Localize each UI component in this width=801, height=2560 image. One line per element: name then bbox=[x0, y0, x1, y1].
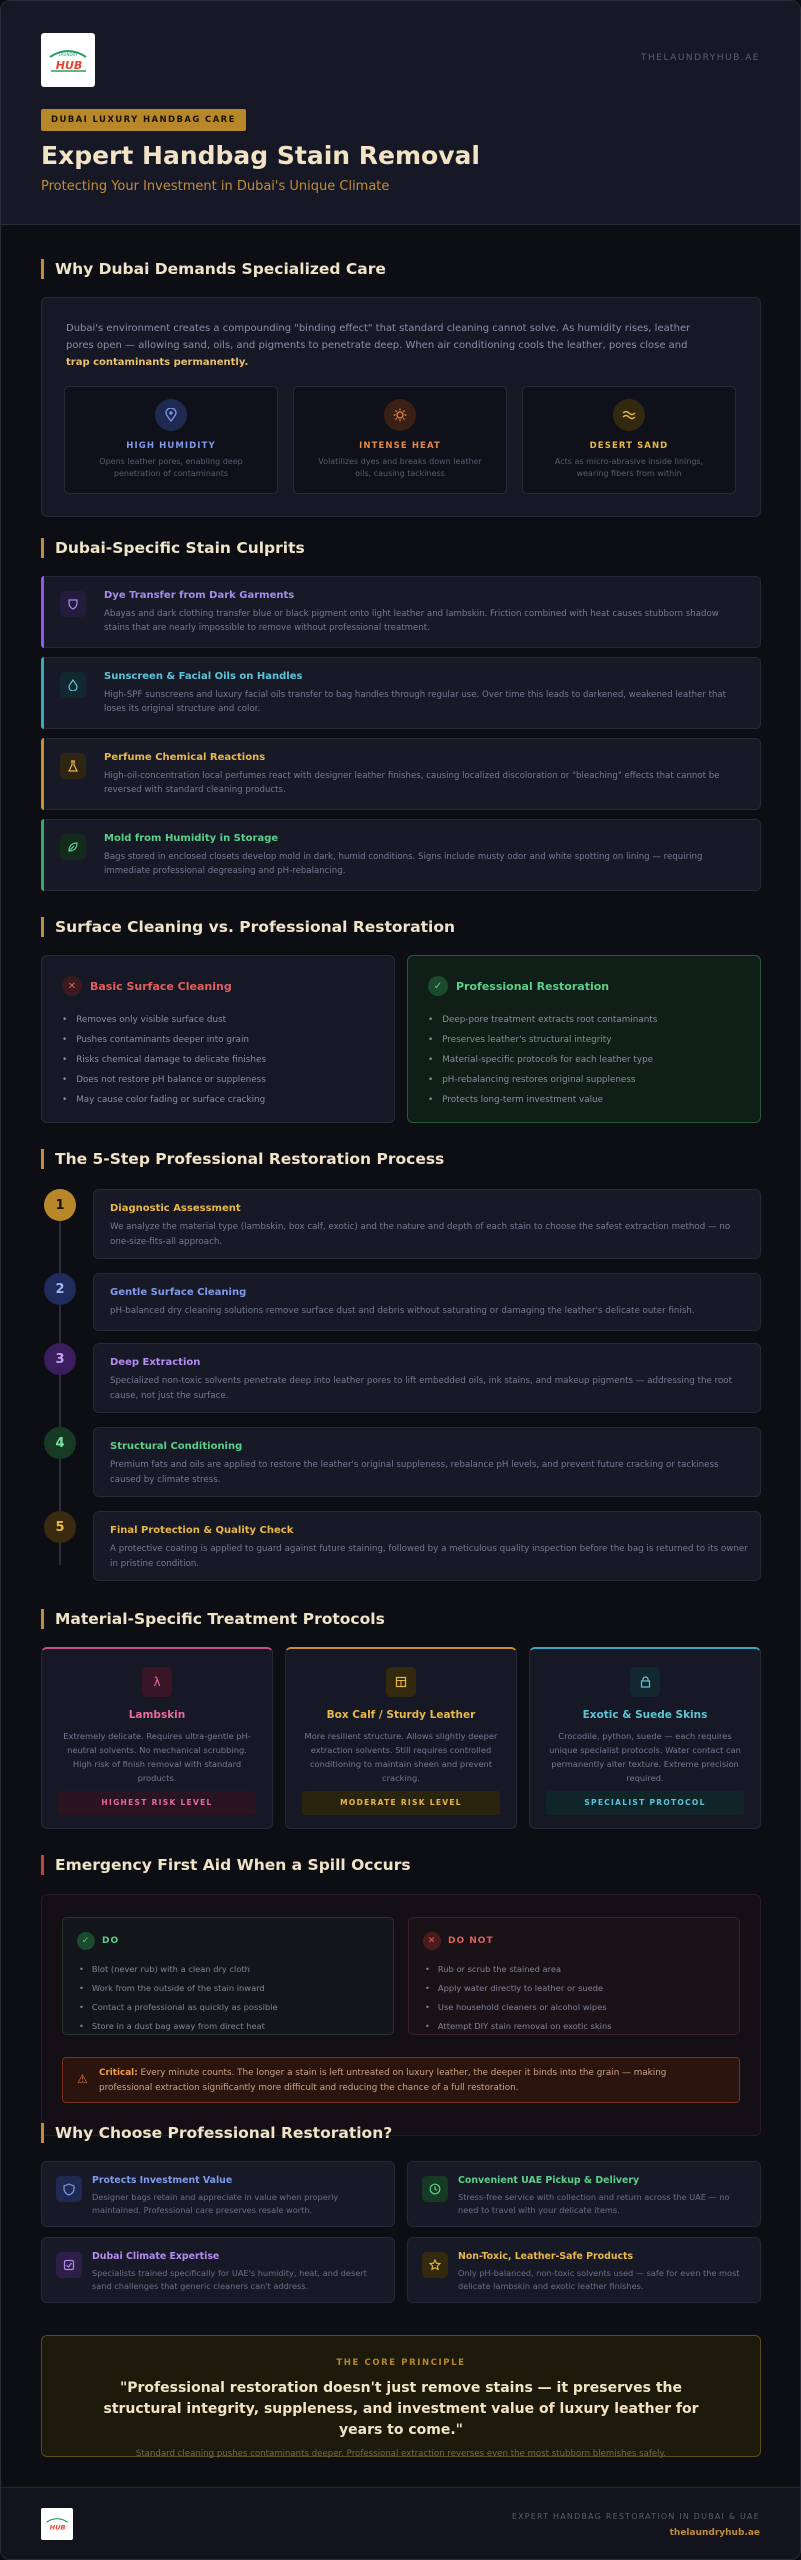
section-title-materials: Material-Specific Treatment Protocols bbox=[41, 1609, 385, 1629]
critical-text: Critical: Every minute counts. The longer a stain is left untreated on luxury leather, the deeper it binds into the grain — making professional extraction significantly more difficult and reducing the chance of a full restoration. bbox=[99, 2068, 667, 2093]
list-item: • Protects long-term investment value bbox=[428, 1090, 657, 1110]
list-item: • Contact a professional as quickly as possible bbox=[79, 1998, 278, 2017]
principle-quote: "Professional restoration doesn't just remove stains — it preserves the structural integrity, suppleness, and investment value of luxury leather for years to come." bbox=[103, 2380, 699, 2438]
section-title-emergency: Emergency First Aid When a Spill Occurs bbox=[41, 1855, 411, 1875]
material-title: Exotic & Suede Skins bbox=[582, 1709, 708, 1721]
material-title: Lambskin bbox=[128, 1709, 186, 1721]
clock-icon bbox=[422, 2176, 448, 2202]
x-icon: ✕ bbox=[423, 1932, 441, 1950]
dont-header bbox=[423, 1932, 494, 1950]
page-title: Expert Handbag Stain Removal bbox=[41, 141, 480, 170]
step-title: Gentle Surface Cleaning bbox=[110, 1287, 247, 1298]
dont-panel bbox=[408, 1917, 740, 2035]
star-icon bbox=[422, 2252, 448, 2278]
dont-title: DO NOT bbox=[448, 1936, 494, 1946]
material-desc: Extremely delicate. Requires ultra-gentle pH-neutral solvents. No mechanical scrubbing. High risk of finish removal with standard products. bbox=[63, 1731, 251, 1783]
factor-title: HIGH HUMIDITY bbox=[126, 441, 216, 451]
droplet-icon bbox=[60, 672, 86, 698]
step-number: 5 bbox=[44, 1511, 76, 1543]
step-number: 4 bbox=[44, 1427, 76, 1459]
core-principle-card bbox=[41, 2335, 761, 2457]
section-title-process: The 5-Step Professional Restoration Process bbox=[41, 1149, 444, 1169]
step-title: Final Protection & Quality Check bbox=[110, 1525, 294, 1536]
accent-bar bbox=[41, 576, 44, 648]
risk-badge: MODERATE RISK LEVEL bbox=[302, 1791, 500, 1815]
culprit-card bbox=[41, 738, 761, 810]
emergency-card bbox=[41, 1894, 761, 2136]
factor-desc: Volatilizes dyes and breaks down leather oils, causing tackiness bbox=[318, 457, 482, 478]
step-desc: A protective coating is applied to guard against future staining, followed by a meticulous quality inspection before the bag is returned to its owner in pristine condition. bbox=[110, 1544, 748, 1569]
benefit-title: Convenient UAE Pickup & Delivery bbox=[458, 2175, 640, 2186]
list-item: • Rub or scrub the stained area bbox=[425, 1960, 612, 1979]
list-item: • Does not restore pH balance or suppleness bbox=[62, 1070, 266, 1090]
svg-text:LAUNDRY: LAUNDRY bbox=[58, 52, 78, 57]
svg-text:HUB: HUB bbox=[49, 2523, 66, 2532]
benefit-card bbox=[407, 2161, 761, 2227]
material-desc: Crocodile, python, suede — each requires unique specialist protocols. Water contact can permanently alter texture. Extreme precision required. bbox=[549, 1731, 741, 1783]
step-card bbox=[93, 1343, 761, 1413]
why-card bbox=[41, 297, 761, 517]
material-desc: More resilient structure. Allows slightly deeper extraction solvents. Still requires controlled conditioning to maintain sheen and prevent cracking. bbox=[304, 1731, 498, 1783]
section-title-why: Why Dubai Demands Specialized Care bbox=[41, 259, 386, 279]
list-item: • Work from the outside of the stain inward bbox=[79, 1979, 278, 1998]
lock-icon bbox=[630, 1667, 660, 1697]
list-item: • Material-specific protocols for each leather type bbox=[428, 1050, 657, 1070]
footer bbox=[1, 2487, 801, 2560]
list-item: • Blot (never rub) with a clean dry cloth bbox=[79, 1960, 278, 1979]
flask-icon bbox=[60, 753, 86, 779]
list-item: • Preserves leather's structural integrity bbox=[428, 1030, 657, 1050]
culprit-desc: Bags stored in enclosed closets develop mold in dark, humid conditions. Signs include musty odor and white spotting on lining — requiring immediate professional degreasing and pH-rebalancing. bbox=[104, 852, 703, 876]
list-item: • Apply water directly to leather or suede bbox=[425, 1979, 612, 1998]
pro-restoration-header bbox=[428, 976, 609, 996]
factor-card-sand bbox=[522, 386, 736, 494]
x-icon: ✕ bbox=[62, 976, 82, 996]
do-panel bbox=[62, 1917, 394, 2035]
page-subtitle: Protecting Your Investment in Dubai's Unique Climate bbox=[41, 179, 390, 194]
site-domain[interactable]: THELAUNDRYHUB.AE bbox=[641, 53, 760, 63]
list-item: • Attempt DIY stain removal on exotic skins bbox=[425, 2017, 612, 2036]
critical-alert bbox=[62, 2057, 740, 2103]
basic-cleaning-list bbox=[62, 1010, 266, 1110]
check-icon: ✓ bbox=[77, 1932, 95, 1950]
sun-icon bbox=[384, 399, 416, 431]
factor-title: INTENSE HEAT bbox=[359, 441, 441, 451]
section-title-comparison: Surface Cleaning vs. Professional Restoration bbox=[41, 917, 455, 937]
culprit-desc: High-SPF sunscreens and luxury facial oils transfer to bag handles through regular use. Over time this leads to darkened, weakened leather that loses its original structure and color. bbox=[104, 690, 727, 714]
category-badge: DUBAI LUXURY HANDBAG CARE bbox=[41, 109, 246, 131]
step-card bbox=[93, 1511, 761, 1581]
step-desc: We analyze the material type (lambskin, box calf, exotic) and the nature and depth of each stain to choose the safest extraction method — no one-size-fits-all approach. bbox=[110, 1222, 731, 1247]
culprit-card bbox=[41, 657, 761, 729]
benefit-desc: Only pH-balanced, non-toxic solvents used — safe for even the most delicate lambskin and exotic leather finishes. bbox=[458, 2268, 740, 2291]
list-item: • Removes only visible surface dust bbox=[62, 1010, 266, 1030]
step-title: Structural Conditioning bbox=[110, 1441, 243, 1452]
leaf-icon bbox=[60, 834, 86, 860]
step-title: Diagnostic Assessment bbox=[110, 1203, 241, 1214]
why-paragraph: Dubai's environment creates a compounding "binding effect" that standard cleaning cannot solve. As humidity rises, leather pores open — allowing sand, oils, and pigments to penetrate deep. When air conditioning cools the leather, pores close and trap contaminants permanently. bbox=[66, 323, 691, 368]
culprit-title: Perfume Chemical Reactions bbox=[104, 752, 266, 763]
culprit-card bbox=[41, 576, 761, 648]
basic-cleaning-card bbox=[41, 955, 395, 1123]
material-card-lambskin bbox=[41, 1647, 273, 1829]
svg-text:HUB: HUB bbox=[55, 59, 83, 72]
step-number: 3 bbox=[44, 1343, 76, 1375]
pro-restoration-title: Professional Restoration bbox=[456, 979, 610, 993]
footer-logo[interactable] bbox=[41, 2508, 73, 2540]
benefit-card bbox=[407, 2237, 761, 2303]
benefit-title: Dubai Climate Expertise bbox=[92, 2251, 220, 2262]
pro-restoration-card bbox=[407, 955, 761, 1123]
step-card bbox=[93, 1189, 761, 1259]
footer-tagline: EXPERT HANDBAG RESTORATION IN DUBAI & UAE bbox=[511, 2512, 760, 2521]
factor-desc: Opens leather pores, enabling deep penetration of contaminants bbox=[99, 457, 243, 478]
risk-badge: SPECIALIST PROTOCOL bbox=[546, 1791, 744, 1815]
factor-title: DESERT SAND bbox=[589, 441, 669, 451]
basic-cleaning-header bbox=[62, 976, 232, 996]
do-header bbox=[77, 1932, 119, 1950]
do-list bbox=[79, 1960, 278, 2036]
culprit-title: Sunscreen & Facial Oils on Handles bbox=[104, 671, 303, 682]
dont-list bbox=[425, 1960, 612, 2036]
factor-card-humidity bbox=[64, 386, 278, 494]
check-square-icon bbox=[56, 2252, 82, 2278]
lambda-icon: λ bbox=[142, 1667, 172, 1697]
footer-link[interactable]: thelaundryhub.ae bbox=[669, 2528, 760, 2538]
section-title-benefits: Why Choose Professional Restoration? bbox=[41, 2123, 392, 2143]
culprit-desc: High-oil-concentration local perfumes react with designer leather finishes, causing localized discoloration or "bleaching" effects that cannot be reversed with standard cleaning products. bbox=[104, 771, 720, 795]
culprit-title: Mold from Humidity in Storage bbox=[104, 833, 279, 844]
benefit-desc: Stress-free service with collection and return across the UAE — no need to travel with your delicate items. bbox=[458, 2192, 730, 2215]
factor-desc: Acts as micro-abrasive inside linings, wearing fibers from within bbox=[554, 457, 704, 478]
material-title: Box Calf / Sturdy Leather bbox=[326, 1709, 476, 1721]
list-item: • Use household cleaners or alcohol wipes bbox=[425, 1998, 612, 2017]
material-card-box-calf bbox=[285, 1647, 517, 1829]
do-title: DO bbox=[102, 1936, 120, 1946]
pro-restoration-list bbox=[428, 1010, 657, 1110]
list-item: • May cause color fading or surface cracking bbox=[62, 1090, 266, 1110]
risk-badge: HIGHEST RISK LEVEL bbox=[58, 1791, 256, 1815]
location-pin-icon bbox=[155, 399, 187, 431]
principle-subtext: Standard cleaning pushes contaminants deeper. Professional extraction reverses even the most stubborn blemishes safely. bbox=[135, 2449, 667, 2459]
step-card bbox=[93, 1427, 761, 1497]
benefit-title: Protects Investment Value bbox=[92, 2175, 233, 2186]
basic-cleaning-title: Basic Surface Cleaning bbox=[90, 979, 232, 993]
shirt-icon bbox=[60, 591, 86, 617]
warning-icon: ⚠ bbox=[77, 2072, 88, 2086]
list-item: • Risks chemical damage to delicate finishes bbox=[62, 1050, 266, 1070]
step-desc: Premium fats and oils are applied to restore the leather's original suppleness, rebalance pH levels, and prevent future cracking or tackiness caused by climate stress. bbox=[110, 1460, 719, 1485]
accent-bar bbox=[41, 657, 44, 729]
material-card-exotic bbox=[529, 1647, 761, 1829]
benefit-desc: Specialists trained specifically for UAE's humidity, heat, and desert sand challenges that generic cleaners can't address. bbox=[92, 2268, 367, 2291]
step-desc: Specialized non-toxic solvents penetrate deep into leather pores to lift embedded oils, ink stains, and makeup pigments — addressing the root cause, not just the surface. bbox=[110, 1376, 732, 1401]
culprit-desc: Abayas and dark clothing transfer blue or black pigment onto light leather and lambskin. Friction combined with heat causes stubborn shadow stains that are nearly impossible to remove without professional treatment. bbox=[104, 609, 719, 633]
wind-icon bbox=[613, 399, 645, 431]
logo-graphic bbox=[46, 47, 90, 73]
benefit-card bbox=[41, 2161, 395, 2227]
accent-bar bbox=[41, 819, 44, 891]
box-icon bbox=[386, 1667, 416, 1697]
benefit-desc: Designer bags retain and appreciate in value when properly maintained. Professional care preserves resale worth. bbox=[92, 2192, 339, 2215]
accent-bar bbox=[41, 738, 44, 810]
culprit-card bbox=[41, 819, 761, 891]
step-card bbox=[93, 1273, 761, 1331]
culprit-title: Dye Transfer from Dark Garments bbox=[104, 590, 295, 601]
section-title-culprits: Dubai-Specific Stain Culprits bbox=[41, 538, 305, 558]
shield-icon bbox=[56, 2176, 82, 2202]
factor-card-heat bbox=[293, 386, 507, 494]
brand-logo[interactable] bbox=[41, 33, 95, 87]
step-number: 2 bbox=[44, 1273, 76, 1305]
hero-header bbox=[1, 1, 801, 225]
step-number: 1 bbox=[44, 1189, 76, 1221]
principle-label: THE CORE PRINCIPLE bbox=[336, 2358, 466, 2368]
step-desc: pH-balanced dry cleaning solutions remove surface dust and debris without saturating or damaging the leather's delicate outer finish. bbox=[110, 1306, 695, 1316]
list-item: • Pushes contaminants deeper into grain bbox=[62, 1030, 266, 1050]
benefit-card bbox=[41, 2237, 395, 2303]
step-title: Deep Extraction bbox=[110, 1357, 201, 1368]
list-item: • pH-rebalancing restores original suppleness bbox=[428, 1070, 657, 1090]
list-item: • Store in a dust bag away from direct heat bbox=[79, 2017, 278, 2036]
check-icon: ✓ bbox=[428, 976, 448, 996]
list-item: • Deep-pore treatment extracts root contaminants bbox=[428, 1010, 657, 1030]
benefit-title: Non-Toxic, Leather-Safe Products bbox=[458, 2251, 634, 2262]
